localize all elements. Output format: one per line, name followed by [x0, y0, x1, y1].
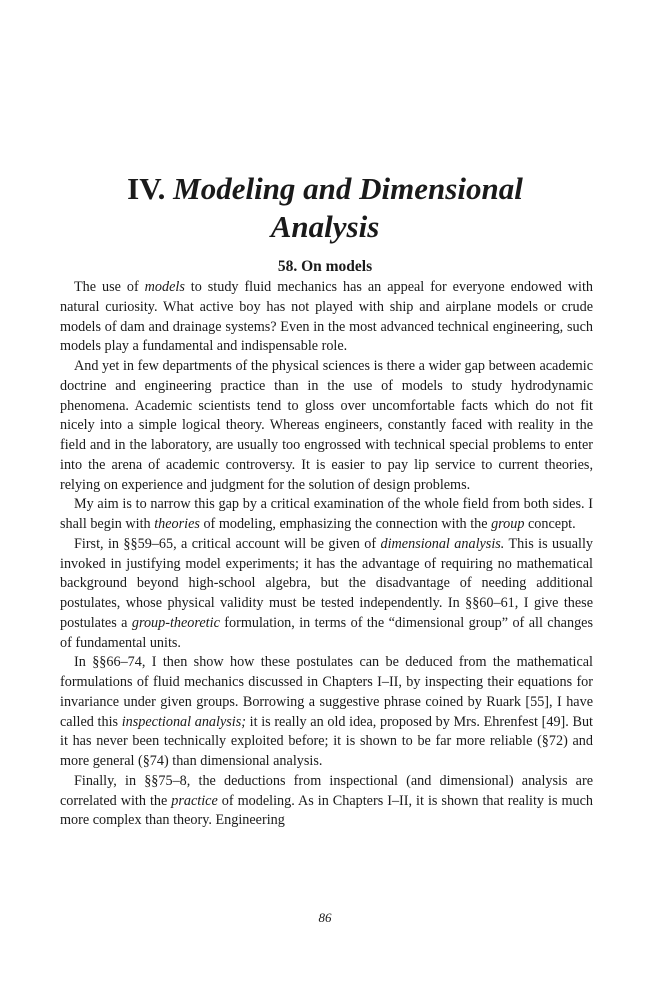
paragraph-text: This is usually invoked in justifying model experiments; it has the advantage of requiring no mathematical background beyond high-school algebra, but the disadvantage of needing additional postulates, whose physical validity must be tested independently. In §§60–61, I give these postulates a [60, 535, 593, 631]
paragraph [60, 653, 593, 772]
italic-text: inspectional analysis; [121, 713, 246, 730]
paragraph [60, 495, 593, 535]
italic-text: dimensional analysis. [380, 535, 505, 552]
italic-text: group [491, 516, 525, 532]
paragraph-text: The use of [74, 279, 145, 295]
paragraph-text: of modeling, emphasizing the connection with the [199, 516, 492, 532]
italic-text: group-theoretic [131, 614, 220, 631]
paragraph [60, 772, 593, 831]
chapter-title [60, 170, 590, 246]
paragraph-text: formulation, in terms of the “dimensional group” of all changes of fundamental units. [60, 614, 593, 651]
body-text [60, 278, 593, 831]
paragraph-text: Finally, in §§75–8, the deductions from inspectional (and dimensional) analysis are correlated with the [60, 772, 593, 809]
chapter-title-line-2: Analysis [270, 209, 380, 244]
italic-text: theories [154, 516, 200, 532]
chapter-title-line-1: Modeling and Dimensional [173, 171, 523, 206]
paragraph-text: of modeling. As in Chapters I–II, it is shown that reality is much more complex than theory. Engineering [60, 792, 593, 829]
paragraph-text: My aim is to narrow this gap by a critical examination of the whole field from both sides. I shall begin with [60, 496, 593, 532]
paragraph-text: it is really an old idea, proposed by Mrs. Ehrenfest [49]. But it has never been technically exploited before; it is shown to be far more reliable (§72) and more general (§74) than dimensional analysis. [60, 713, 593, 769]
paragraph-text: concept. [524, 516, 576, 532]
paragraph-text: In §§66–74, I then show how these postulates can be deduced from the mathematical formulations of fluid mechanics discussed in Chapters I–II, by inspecting their equations for invariance under given groups. Borrowing a suggestive phrase coined by Ruark [55], I have called this [60, 654, 593, 730]
paragraph [60, 278, 593, 357]
chapter-numeral: IV. [127, 171, 166, 206]
paragraph [60, 535, 593, 654]
italic-text: models [144, 279, 185, 295]
paragraph [60, 357, 593, 495]
italic-text: practice [171, 792, 218, 809]
paragraph-text: to study fluid mechanics has an appeal for everyone endowed with natural curiosity. What active boy has not played with ship and airplane models or crude models of dam and drainage systems? Even in the most advanced technical engineering, such models play a fundamental and indispensable role. [60, 279, 593, 355]
paragraph-text: First, in §§59–65, a critical account will be given of [74, 535, 381, 552]
paragraph-text: And yet in few departments of the physical sciences is there a wider gap between academic doctrine and engineering practice than in the use of models to study hydrodynamic phenomena. Academic scientists tend to gloss over uncomfortable facts which do not fit nicely into a simple logical theory. Whereas engineers, constantly faced with reality in the field and in the laboratory, are usually too engrossed with technical special problems to enter into the arena of academic controversy. It is easier to pay lip service to current theories, relying on experience and judgment for the solution of design problems. [60, 358, 593, 493]
page-number: 86 [318, 910, 332, 925]
section-heading: 58. On models [277, 258, 373, 275]
